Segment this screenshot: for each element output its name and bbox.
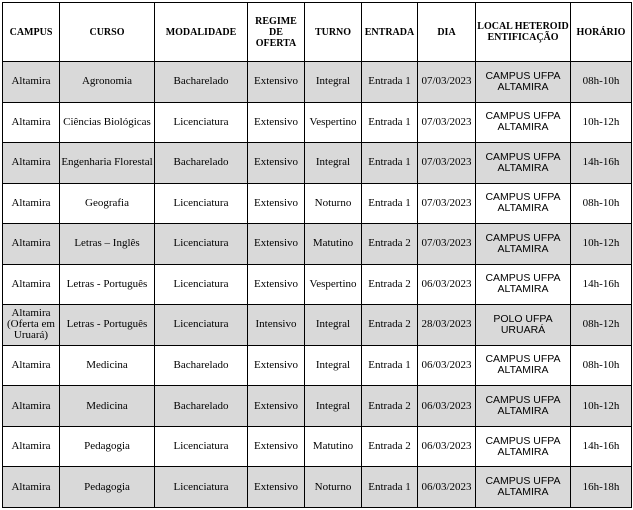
- cell-entrada: Entrada 2: [362, 264, 418, 305]
- cell-turno: Integral: [305, 345, 362, 386]
- cell-dia: 07/03/2023: [418, 143, 476, 184]
- cell-turno: Vespertino: [305, 102, 362, 143]
- cell-horario: 14h-16h: [571, 426, 632, 467]
- table-row: [3, 62, 632, 103]
- cell-local: CAMPUS UFPA ALTAMIRA: [476, 102, 571, 143]
- cell-horario: 08h-12h: [571, 305, 632, 346]
- cell-curso: Medicina: [60, 345, 155, 386]
- cell-turno: Integral: [305, 62, 362, 103]
- cell-curso: Engenharia Florestal: [60, 143, 155, 184]
- cell-curso: Letras - Português: [60, 264, 155, 305]
- schedule-table: [2, 2, 632, 508]
- header-curso: CURSO: [60, 3, 155, 62]
- cell-turno: Vespertino: [305, 264, 362, 305]
- cell-curso: Agronomia: [60, 62, 155, 103]
- cell-entrada: Entrada 1: [362, 143, 418, 184]
- header-entrada: ENTRADA: [362, 3, 418, 62]
- cell-dia: 07/03/2023: [418, 102, 476, 143]
- cell-campus: Altamira: [3, 426, 60, 467]
- cell-local: CAMPUS UFPA ALTAMIRA: [476, 224, 571, 265]
- cell-regime: Extensivo: [248, 386, 305, 427]
- table-row: [3, 345, 632, 386]
- cell-campus: Altamira: [3, 345, 60, 386]
- cell-entrada: Entrada 2: [362, 386, 418, 427]
- cell-curso: Pedagogia: [60, 426, 155, 467]
- cell-dia: 06/03/2023: [418, 467, 476, 508]
- table-row: [3, 224, 632, 265]
- cell-curso: Pedagogia: [60, 467, 155, 508]
- cell-modalidade: Licenciatura: [155, 102, 248, 143]
- cell-campus: Altamira: [3, 102, 60, 143]
- cell-dia: 06/03/2023: [418, 426, 476, 467]
- cell-modalidade: Bacharelado: [155, 143, 248, 184]
- cell-horario: 16h-18h: [571, 467, 632, 508]
- cell-local: CAMPUS UFPA ALTAMIRA: [476, 345, 571, 386]
- cell-campus: Altamira: [3, 62, 60, 103]
- cell-regime: Extensivo: [248, 143, 305, 184]
- header-regime: REGIME DE OFERTA: [248, 3, 305, 62]
- cell-dia: 07/03/2023: [418, 183, 476, 224]
- table-row: [3, 143, 632, 184]
- cell-horario: 08h-10h: [571, 345, 632, 386]
- cell-local: CAMPUS UFPA ALTAMIRA: [476, 264, 571, 305]
- cell-local: CAMPUS UFPA ALTAMIRA: [476, 386, 571, 427]
- cell-campus: Altamira: [3, 264, 60, 305]
- cell-modalidade: Licenciatura: [155, 224, 248, 265]
- cell-local: CAMPUS UFPA ALTAMIRA: [476, 426, 571, 467]
- cell-entrada: Entrada 2: [362, 426, 418, 467]
- cell-regime: Extensivo: [248, 467, 305, 508]
- table-body: [3, 62, 632, 508]
- table-row: [3, 467, 632, 508]
- cell-local: CAMPUS UFPA ALTAMIRA: [476, 183, 571, 224]
- cell-turno: Integral: [305, 305, 362, 346]
- cell-curso: Letras – Inglês: [60, 224, 155, 265]
- cell-campus: Altamira: [3, 183, 60, 224]
- cell-campus: Altamira: [3, 386, 60, 427]
- cell-campus: Altamira: [3, 224, 60, 265]
- cell-modalidade: Bacharelado: [155, 386, 248, 427]
- cell-modalidade: Bacharelado: [155, 345, 248, 386]
- cell-entrada: Entrada 1: [362, 183, 418, 224]
- cell-entrada: Entrada 1: [362, 62, 418, 103]
- cell-horario: 10h-12h: [571, 386, 632, 427]
- cell-entrada: Entrada 1: [362, 345, 418, 386]
- cell-modalidade: Bacharelado: [155, 62, 248, 103]
- cell-entrada: Entrada 1: [362, 102, 418, 143]
- cell-modalidade: Licenciatura: [155, 426, 248, 467]
- cell-local: CAMPUS UFPA ALTAMIRA: [476, 62, 571, 103]
- cell-regime: Extensivo: [248, 183, 305, 224]
- table-row: [3, 305, 632, 346]
- cell-modalidade: Licenciatura: [155, 183, 248, 224]
- header-turno: TURNO: [305, 3, 362, 62]
- cell-dia: 28/03/2023: [418, 305, 476, 346]
- cell-entrada: Entrada 1: [362, 467, 418, 508]
- cell-modalidade: Licenciatura: [155, 467, 248, 508]
- cell-regime: Extensivo: [248, 426, 305, 467]
- cell-campus: Altamira (Oferta em Uruará): [3, 305, 60, 346]
- cell-curso: Medicina: [60, 386, 155, 427]
- cell-campus: Altamira: [3, 143, 60, 184]
- cell-regime: Extensivo: [248, 264, 305, 305]
- cell-regime: Extensivo: [248, 345, 305, 386]
- cell-horario: 08h-10h: [571, 183, 632, 224]
- cell-local: CAMPUS UFPA ALTAMIRA: [476, 467, 571, 508]
- table-header-row: [3, 3, 632, 62]
- cell-horario: 14h-16h: [571, 143, 632, 184]
- cell-dia: 06/03/2023: [418, 345, 476, 386]
- cell-turno: Integral: [305, 386, 362, 427]
- header-horario: HORÁRIO: [571, 3, 632, 62]
- cell-regime: Extensivo: [248, 102, 305, 143]
- cell-regime: Intensivo: [248, 305, 305, 346]
- cell-turno: Matutino: [305, 426, 362, 467]
- cell-turno: Noturno: [305, 467, 362, 508]
- cell-dia: 06/03/2023: [418, 264, 476, 305]
- cell-horario: 10h-12h: [571, 102, 632, 143]
- cell-modalidade: Licenciatura: [155, 264, 248, 305]
- header-modalidade: MODALIDADE: [155, 3, 248, 62]
- table-row: [3, 102, 632, 143]
- cell-entrada: Entrada 2: [362, 224, 418, 265]
- cell-turno: Integral: [305, 143, 362, 184]
- cell-local: CAMPUS UFPA ALTAMIRA: [476, 143, 571, 184]
- cell-dia: 07/03/2023: [418, 224, 476, 265]
- cell-horario: 10h-12h: [571, 224, 632, 265]
- table-row: [3, 386, 632, 427]
- cell-curso: Letras - Português: [60, 305, 155, 346]
- header-dia: DIA: [418, 3, 476, 62]
- table-row: [3, 264, 632, 305]
- cell-modalidade: Licenciatura: [155, 305, 248, 346]
- header-local: LOCAL HETEROIDENTIFICAÇÃO: [476, 3, 571, 62]
- table-row: [3, 426, 632, 467]
- header-campus: CAMPUS: [3, 3, 60, 62]
- cell-curso: Geografia: [60, 183, 155, 224]
- cell-horario: 08h-10h: [571, 62, 632, 103]
- cell-regime: Extensivo: [248, 224, 305, 265]
- cell-local: POLO UFPA URUARÁ: [476, 305, 571, 346]
- cell-entrada: Entrada 2: [362, 305, 418, 346]
- cell-curso: Ciências Biológicas: [60, 102, 155, 143]
- cell-dia: 06/03/2023: [418, 386, 476, 427]
- table-row: [3, 183, 632, 224]
- cell-campus: Altamira: [3, 467, 60, 508]
- cell-dia: 07/03/2023: [418, 62, 476, 103]
- cell-regime: Extensivo: [248, 62, 305, 103]
- cell-turno: Noturno: [305, 183, 362, 224]
- cell-horario: 14h-16h: [571, 264, 632, 305]
- cell-turno: Matutino: [305, 224, 362, 265]
